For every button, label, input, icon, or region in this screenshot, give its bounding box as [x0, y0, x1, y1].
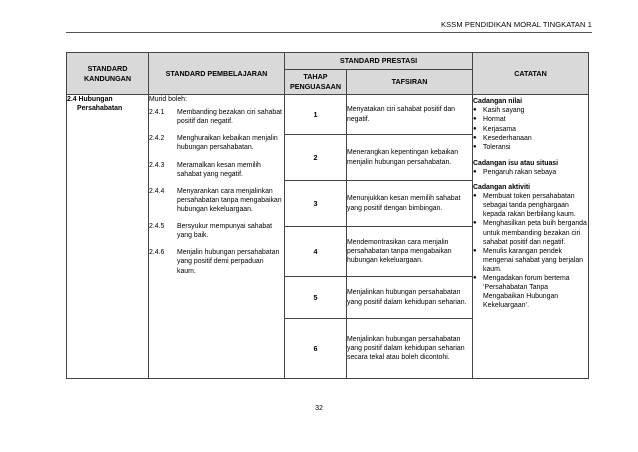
page-number: 32 — [315, 405, 323, 412]
list-item: ● Menulis karangan pendek mengenai sahabat yang berjalan kaum. — [473, 247, 584, 273]
item-text: Membanding bezakan ciri sahabat positif dan negatif. — [177, 109, 282, 126]
item-number: 2.4.3 — [149, 161, 165, 169]
bullet-icon: ● — [473, 116, 477, 123]
bullet-icon: ● — [473, 193, 477, 200]
bullet-icon: ● — [473, 144, 477, 151]
tahap-level-2: 2 — [285, 135, 347, 181]
bullet-icon: ● — [473, 168, 477, 175]
list-item: ● Membuat token persahabatan sebagai tanda penghargaan kepada rakan berbilang kaum. — [473, 193, 576, 219]
list-item: ● Menghasilkan peta buih berganda untuk membanding bezakan ciri sahabat positif dan negatif. — [473, 220, 587, 246]
cadangan-nilai-title: Cadangan nilai — [473, 98, 523, 105]
tahap-level-1: 1 — [285, 95, 347, 135]
tahap-level-6: 6 — [285, 319, 347, 379]
bullet-icon: ● — [473, 107, 477, 114]
pembelajaran-intro: Murid boleh: — [149, 96, 187, 103]
pembelajaran-item — [149, 248, 284, 275]
header-standard-prestasi: STANDARD PRESTASI — [285, 53, 473, 70]
isu-list — [473, 168, 588, 177]
tahap-level-4: 4 — [285, 227, 347, 277]
cadangan-isu-title: Cadangan isu atau situasi — [473, 159, 559, 167]
catatan-cell — [473, 95, 589, 379]
tafsiran-level-6: Menjalinkan hubungan persahabatan yang positif dalam kehidupan seharian secara tekal atau boleh dicontohi. — [347, 319, 473, 379]
pembelajaran-item — [149, 222, 284, 240]
tafsiran-level-2: Menerangkan kepentingan kebaikan menjalin hubungan persahabatan. — [347, 135, 473, 181]
bullet-icon: ● — [473, 247, 477, 254]
list-item: ● Toleransi — [473, 144, 511, 152]
tahap-level-3: 3 — [285, 181, 347, 227]
kandungan-line-1: 2.4 Hubungan — [67, 96, 113, 103]
tafsiran-level-5: Menjalinkan hubungan persahabatan yang positif dalam kehidupan seharian. — [347, 277, 473, 319]
list-item: ● Pengaruh rakan sebaya — [473, 168, 557, 176]
item-number: 2.4.1 — [149, 109, 165, 117]
item-text: Menjalin hubungan persahabatan yang positif demi perpaduan kaum. — [177, 249, 280, 275]
item-number: 2.4.2 — [149, 135, 165, 143]
header-standard-kandungan: STANDARD KANDUNGAN — [67, 53, 149, 95]
header-divider — [66, 32, 592, 33]
item-number: 2.4.4 — [149, 187, 165, 195]
item-text: Meramalkan kesan memilih sahabat yang negatif. — [177, 161, 261, 178]
bullet-icon: ● — [473, 220, 477, 227]
pembelajaran-item — [149, 187, 284, 214]
header-catatan: CATATAN — [473, 53, 589, 95]
cadangan-aktiviti-title: Cadangan aktiviti — [473, 184, 531, 191]
standards-table — [66, 52, 589, 379]
tafsiran-level-1: Menyatakan ciri sahabat positif dan negatif. — [347, 95, 473, 135]
nilai-list — [473, 106, 588, 152]
item-text: Bersyukur mempunyai sahabat yang baik. — [177, 223, 272, 240]
standard-pembelajaran-cell — [149, 95, 285, 379]
pembelajaran-item — [149, 134, 284, 152]
kandungan-line-2: Persahabatan — [77, 105, 123, 113]
pembelajaran-item — [149, 161, 284, 179]
tafsiran-level-4: Mendemontrasikan cara menjalin persahabatan tanpa mengabaikan hubungan kekeluargaan. — [347, 227, 473, 277]
item-number: 2.4.6 — [149, 249, 165, 257]
standard-kandungan-cell — [67, 95, 149, 379]
item-text: Menghuraikan kebaikan menjalin hubungan persahabatan. — [177, 135, 278, 152]
aktiviti-list — [473, 192, 588, 310]
item-text: Menyarankan cara menjalinkan persahabatan tanpa mengabaikan hubungan kekeluargaan. — [177, 187, 282, 213]
item-number: 2.4.5 — [149, 223, 165, 231]
list-item: ● Kerjasama — [473, 125, 516, 133]
tafsiran-level-3: Menunjukkan kesan memilih sahabat yang positif dengan bimbingan. — [347, 181, 473, 227]
tahap-level-5: 5 — [285, 277, 347, 319]
header-tahap-penguasaan: TAHAP PENGUASAAN — [285, 70, 347, 95]
list-item: ● Kesederhanaan — [473, 135, 532, 142]
bullet-icon: ● — [473, 125, 477, 132]
document-header: KSSM PENDIDIKAN MORAL TINGKATAN 1 — [441, 20, 592, 29]
list-item: ● Kasih sayang — [473, 107, 525, 115]
list-item: ● Mengadakan forum bertema ‘Persahabatan Tanpa Mengabaikan Hubungan Kekeluargaan’. — [473, 275, 570, 310]
pembelajaran-item — [149, 108, 284, 126]
bullet-icon: ● — [473, 275, 477, 282]
bullet-icon: ● — [473, 135, 477, 141]
list-item: ● Hormat — [473, 116, 506, 124]
header-tafsiran: TAFSIRAN — [347, 70, 473, 95]
header-standard-pembelajaran: STANDARD PEMBELAJARAN — [149, 53, 285, 95]
